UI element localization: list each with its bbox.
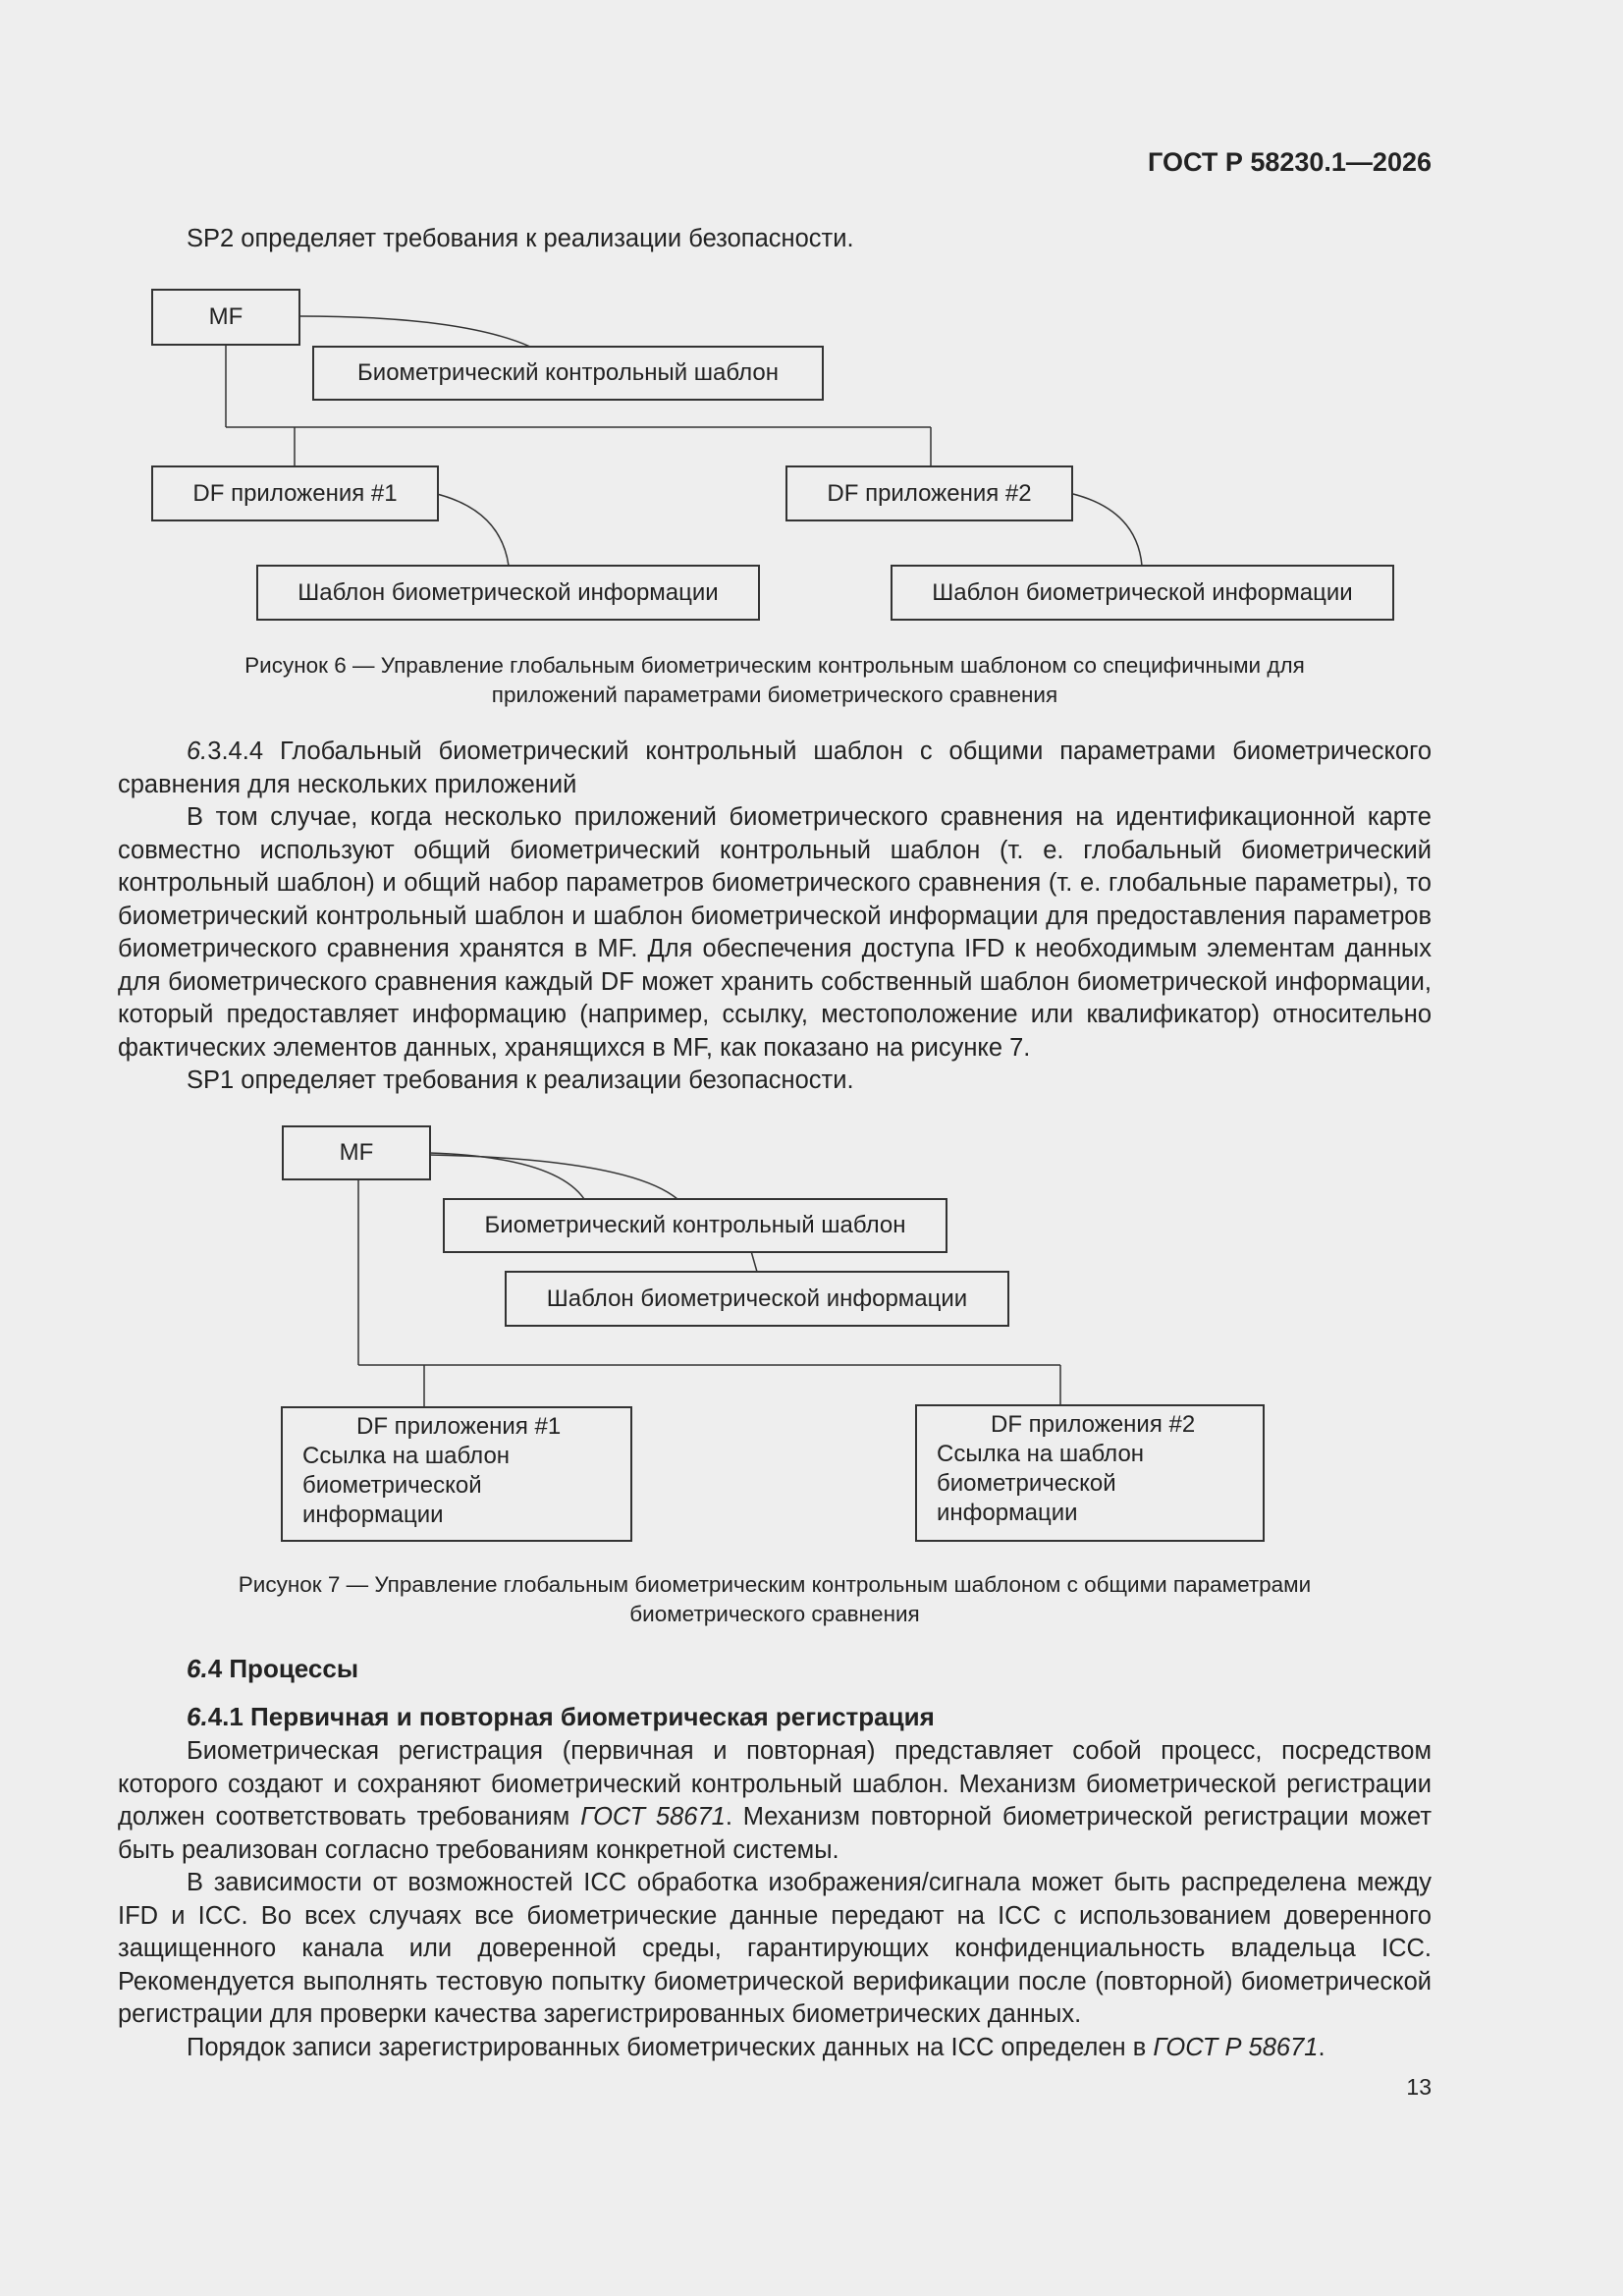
sp2-paragraph: SP2 определяет требования к реализации безопасности. — [187, 225, 854, 252]
document-code: ГОСТ Р 58230.1—2026 — [1148, 147, 1432, 177]
section-641-p2: В зависимости от возможностей ICC обработка изображения/сигнала может быть распределена между IFD и ICC. Во всех случаях все биометрические данные передают на ICC с использованием доверенного защищенного канала или доверенной среды, гарантирующих конфиденциальность владельца ICC. Рекомендуется выполнять тестовую попытку биометрической верификации после (повторной) биометрической регистрации для проверки качества зарегистрированных биометрических данных. — [118, 1869, 1432, 2028]
figure-7-caption — [118, 1570, 1432, 1629]
fig6-bct-label: Биометрический контрольный шаблон — [357, 359, 779, 386]
p1-text-b: . Механизм повторной биометрической регистрации может быть реализован согласно требованиям конкретной системы. — [118, 1803, 1432, 1864]
section-641-title: 4.1 Первичная и повторная биометрическая регистрация — [207, 1702, 935, 1731]
fig6-bit1-label: Шаблон биометрической информации — [298, 578, 719, 606]
fig7-df1-line2: биометрической — [302, 1472, 482, 1499]
p1-ref: ГОСТ 58671 — [580, 1803, 726, 1831]
p3-text-b: . — [1318, 2033, 1325, 2061]
section-64-title: 4 Процессы — [207, 1654, 359, 1683]
fig6-caption-line1: Рисунок 6 — Управление глобальным биометрическим контрольным шаблоном со специфичными для — [244, 653, 1305, 678]
fig7-mf-box — [282, 1125, 431, 1180]
fig7-caption-line2: биометрического сравнения — [629, 1602, 920, 1626]
fig7-bct-label: Биометрический контрольный шаблон — [484, 1212, 906, 1238]
fig6-df2-label: DF приложения #2 — [827, 479, 1032, 507]
section-6344-title: Глобальный биометрический контрольный шаблон с общими параметрами биометрического сравнения для нескольких приложений — [118, 738, 1432, 798]
fig7-df2-line1: Ссылка на шаблон — [937, 1441, 1145, 1467]
sp1-paragraph: SP1 определяет требования к реализации безопасности. — [187, 1066, 854, 1094]
fig7-df1-line1: Ссылка на шаблон — [302, 1443, 511, 1469]
fig6-df1-label: DF приложения #1 — [192, 479, 398, 507]
fig7-df2-title: DF приложения #2 — [991, 1411, 1196, 1438]
section-641-num: 6. — [187, 1702, 208, 1731]
section-64-num: 6. — [187, 1654, 208, 1683]
fig7-bit-box — [505, 1271, 1009, 1327]
p3-ref: ГОСТ Р 58671 — [1153, 2033, 1319, 2061]
fig7-df1-box — [281, 1406, 632, 1542]
fig7-df2-line3: информации — [937, 1500, 1078, 1526]
fig7-df2-box — [915, 1404, 1265, 1542]
fig7-df2-line2: биометрической — [937, 1470, 1116, 1497]
fig6-mf-label: MF — [208, 303, 243, 330]
fig6-bit2-label: Шаблон биометрической информации — [932, 578, 1353, 606]
section-6344-num: 3.4.4 — [207, 738, 263, 765]
section-641-p3 — [118, 2032, 1432, 2065]
fig7-mf-label: MF — [339, 1139, 374, 1166]
fig7-df1-line3: информации — [302, 1502, 444, 1528]
section-6344-paragraph: В том случае, когда несколько приложений биометрического сравнения на идентификационной карте совместно используют общий биометрический контрольный шаблон (т. е. глобальный биометрический контрольный шаблон) и общий набор параметров биометрического сравнения (т. е. глобальные параметры), то биометрический контрольный шаблон и шаблон биометрической информации для предоставления параметров биометрического сравнения хранятся в MF. Для обеспечения доступа IFD к необходимым элементам данных для биометрического сравнения каждый DF может хранить собственный шаблон биометрической информации, который предоставляет информацию (например, ссылку, местоположение или квалификатор) относительно фактических элементов данных, хранящихся в MF, как показано на рисунке 7. — [118, 803, 1432, 1062]
p3-text-a: Порядок записи зарегистрированных биометрических данных на ICC определен в — [187, 2033, 1154, 2061]
page-number: 13 — [1406, 2074, 1432, 2100]
fig7-df1-title: DF приложения #1 — [356, 1413, 562, 1440]
section-641-body — [118, 1735, 1432, 2064]
fig7-bit-label: Шаблон биометрической информации — [546, 1285, 968, 1312]
section-641-heading — [118, 1702, 1432, 1732]
section-641-p1 — [118, 1735, 1432, 1867]
section-6344-num-italic: 6. — [187, 738, 208, 765]
p1-text-a: Биометрическая регистрация (первичная и повторная) представляет собой процесс, посредством которого создают и сохраняют биометрический контрольный шаблон. Механизм биометрической регистрации должен соответствовать требованиям — [118, 1737, 1432, 1831]
fig7-caption-line1: Рисунок 7 — Управление глобальным биометрическим контрольным шаблоном с общими параметрами — [238, 1572, 1312, 1597]
fig7-bct-box — [443, 1198, 947, 1253]
fig6-caption-line2: приложений параметрами биометрического сравнения — [491, 683, 1058, 707]
section-64-heading — [118, 1654, 1432, 1684]
